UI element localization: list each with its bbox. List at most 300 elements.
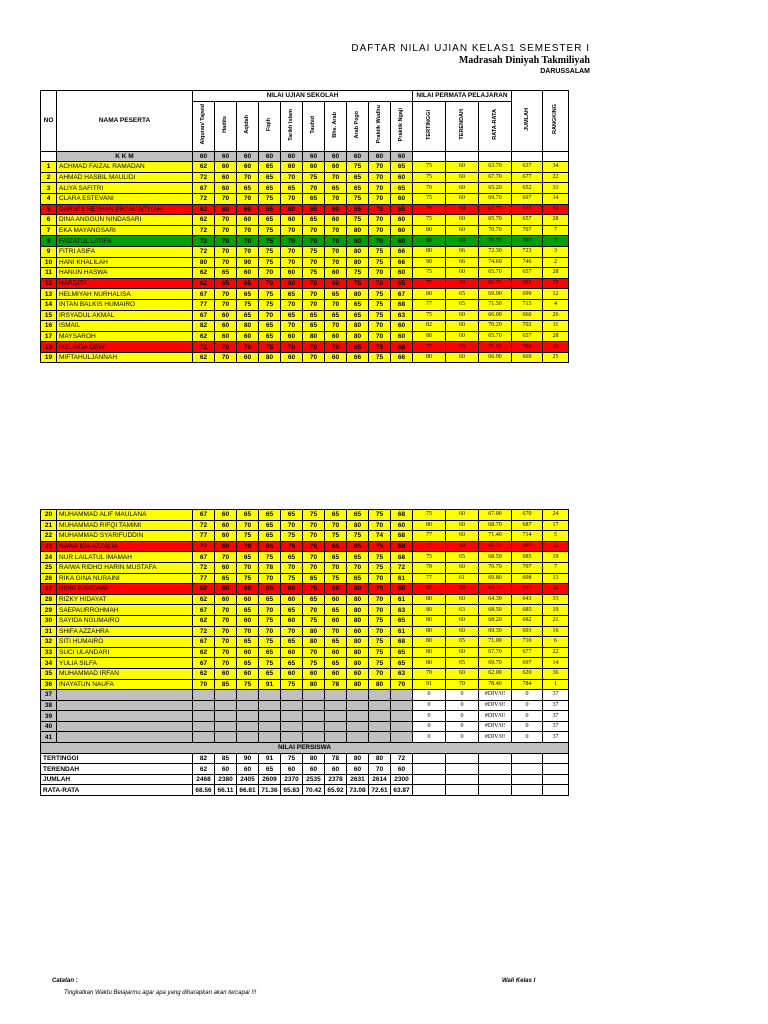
kkm-empty xyxy=(413,151,446,162)
score-cell: 70 xyxy=(281,541,303,552)
score-cell: 60 xyxy=(281,215,303,226)
score-cell: 62 xyxy=(193,584,215,595)
score-cell: 70 xyxy=(237,626,259,637)
kkm-value: 60 xyxy=(391,151,413,162)
table-row xyxy=(41,510,569,521)
summary-value: 63.87 xyxy=(391,785,413,796)
score-cell: 60 xyxy=(281,615,303,626)
notes-label: Catatan : xyxy=(52,978,78,984)
score-cell: 75 xyxy=(259,193,281,204)
score-cell xyxy=(369,690,391,701)
stat-cell: 11 xyxy=(543,321,569,332)
score-cell: 60 xyxy=(325,215,347,226)
score-cell: 70 xyxy=(215,605,237,616)
row-number: 10 xyxy=(41,257,57,268)
score-cell: 60 xyxy=(325,278,347,289)
stat-cell: 707 xyxy=(512,562,543,573)
row-number: 18 xyxy=(41,342,57,353)
score-cell: 65 xyxy=(259,668,281,679)
score-cell: 77 xyxy=(193,531,215,542)
summary-value: 2609 xyxy=(259,774,281,785)
score-cell: 70 xyxy=(325,520,347,531)
row-number: 40 xyxy=(41,721,57,732)
score-cell: 77 xyxy=(193,573,215,584)
stat-cell: 71.00 xyxy=(479,637,512,648)
score-cell: 65 xyxy=(259,520,281,531)
stat-cell: 60 xyxy=(446,352,479,363)
score-cell xyxy=(303,700,325,711)
score-cell: 72 xyxy=(193,626,215,637)
score-cell xyxy=(391,732,413,743)
table-row xyxy=(41,626,569,637)
stat-cell: 80 xyxy=(413,236,446,247)
table-row xyxy=(41,605,569,616)
score-cell: 74 xyxy=(369,531,391,542)
score-cell: 70 xyxy=(215,236,237,247)
stat-cell: 0 xyxy=(512,700,543,711)
score-cell xyxy=(193,732,215,743)
score-cell: 72 xyxy=(193,520,215,531)
stat-cell: 65.70 xyxy=(479,215,512,226)
stat-cell: 60 xyxy=(446,183,479,194)
summary-empty xyxy=(543,753,569,764)
stat-cell: 652 xyxy=(512,183,543,194)
score-cell: 70 xyxy=(281,520,303,531)
score-cell: 65 xyxy=(237,289,259,300)
score-cell: 72 xyxy=(193,193,215,204)
subject-header xyxy=(281,101,303,151)
stat-cell: 60 xyxy=(446,584,479,595)
stat-cell: 70.70 xyxy=(479,225,512,236)
subject-header xyxy=(369,101,391,151)
score-cell: 70 xyxy=(369,172,391,183)
table-row xyxy=(41,711,569,722)
stat-cell: #DIV/0! xyxy=(479,721,512,732)
score-cell: 70 xyxy=(369,520,391,531)
summary-empty xyxy=(543,774,569,785)
score-cell: 70 xyxy=(303,584,325,595)
table-row xyxy=(41,668,569,679)
stat-cell: 24 xyxy=(543,510,569,521)
score-cell: 70 xyxy=(325,193,347,204)
stat-cell: 77 xyxy=(413,541,446,552)
score-cell: 60 xyxy=(237,668,259,679)
subject-header xyxy=(237,101,259,151)
score-cell: 77 xyxy=(193,541,215,552)
score-cell: 62 xyxy=(193,615,215,626)
kkm-value: 60 xyxy=(237,151,259,162)
score-cell: 61 xyxy=(391,594,413,605)
score-cell: 65 xyxy=(259,215,281,226)
score-cell: 70 xyxy=(369,331,391,342)
score-cell: 63 xyxy=(391,605,413,616)
score-cell: 65 xyxy=(347,172,369,183)
table-row xyxy=(41,246,569,257)
score-cell: 60 xyxy=(215,668,237,679)
score-cell: 77 xyxy=(193,299,215,310)
stat-cell: 697 xyxy=(512,541,543,552)
stat-cell: 80 xyxy=(413,626,446,637)
stat-cell: 65 xyxy=(446,658,479,669)
student-name: SHIFA AZZAHRA xyxy=(57,626,193,637)
wali-kelas-label: Wali Kelas I xyxy=(502,978,536,984)
col-group-permata-header: NILAI PERMATA PELAJARAN xyxy=(413,91,512,102)
score-cell: 60 xyxy=(237,584,259,595)
stat-cell: 60 xyxy=(446,215,479,226)
score-cell xyxy=(347,700,369,711)
score-cell: 75 xyxy=(369,615,391,626)
kkm-value: 60 xyxy=(281,151,303,162)
score-cell: 65 xyxy=(303,310,325,321)
score-cell: 65 xyxy=(391,204,413,215)
score-cell xyxy=(215,690,237,701)
score-cell: 60 xyxy=(391,268,413,279)
subject-header-label: Fiqih xyxy=(266,118,272,132)
stat-cell: 657 xyxy=(512,268,543,279)
subject-header xyxy=(391,101,413,151)
score-cell: 70 xyxy=(303,257,325,268)
subject-header-label: Bhs. Arab xyxy=(332,111,338,138)
stat-cell: 75 xyxy=(413,278,446,289)
score-cell: 65 xyxy=(325,310,347,321)
score-cell: 67 xyxy=(193,552,215,563)
score-cell: 75 xyxy=(303,615,325,626)
score-cell xyxy=(369,721,391,732)
summary-value: 72.61 xyxy=(369,785,391,796)
kkm-empty xyxy=(512,151,543,162)
score-cell: 70 xyxy=(303,278,325,289)
score-cell: 60 xyxy=(281,352,303,363)
score-cell: 70 xyxy=(215,615,237,626)
score-cell: 72 xyxy=(193,246,215,257)
row-number: 28 xyxy=(41,594,57,605)
table-row xyxy=(41,204,569,215)
score-cell: 75 xyxy=(259,257,281,268)
stat-cell: 702 xyxy=(512,321,543,332)
score-cell: 60 xyxy=(391,172,413,183)
stat-cell: 80 xyxy=(413,289,446,300)
stat-cell: 66 xyxy=(446,246,479,257)
student-name: MIFTAHULJANNAH xyxy=(57,352,193,363)
summary-empty xyxy=(512,785,543,796)
row-number: 11 xyxy=(41,268,57,279)
summary-value: 60 xyxy=(325,764,347,775)
summary-label: TERTINGGI xyxy=(41,753,193,764)
stat-cell: 657 xyxy=(512,215,543,226)
score-cell: 70 xyxy=(237,172,259,183)
stat-cell: 25 xyxy=(543,352,569,363)
score-cell: 62 xyxy=(193,352,215,363)
score-cell: 70 xyxy=(281,257,303,268)
summary-empty xyxy=(479,785,512,796)
score-cell: 70 xyxy=(325,299,347,310)
score-cell: 60 xyxy=(215,310,237,321)
score-cell: 75 xyxy=(369,299,391,310)
summary-empty xyxy=(413,764,446,775)
score-cell xyxy=(193,711,215,722)
score-cell: 60 xyxy=(215,172,237,183)
score-cell: 65 xyxy=(347,552,369,563)
stat-cell: 60 xyxy=(446,668,479,679)
stat-cell: 0 xyxy=(413,700,446,711)
score-cell: 75 xyxy=(303,268,325,279)
row-number: 33 xyxy=(41,647,57,658)
score-cell xyxy=(281,700,303,711)
stat-cell: 685 xyxy=(512,552,543,563)
summary-value: 65 xyxy=(259,764,281,775)
score-cell: 67 xyxy=(193,605,215,616)
score-cell: 75 xyxy=(369,658,391,669)
stat-cell: 60 xyxy=(446,172,479,183)
score-cell: 70 xyxy=(369,321,391,332)
score-cell xyxy=(193,700,215,711)
summary-value: 91 xyxy=(259,753,281,764)
score-cell: 65 xyxy=(281,310,303,321)
table-row xyxy=(41,562,569,573)
stat-cell: 65 xyxy=(446,342,479,353)
stat-cell: 4 xyxy=(543,299,569,310)
score-cell: 70 xyxy=(369,236,391,247)
summary-value: 2405 xyxy=(237,774,259,785)
stat-cell: 75 xyxy=(413,172,446,183)
score-cell: 70 xyxy=(259,626,281,637)
score-cell: 70 xyxy=(303,647,325,658)
summary-value: 68.56 xyxy=(193,785,215,796)
score-cell: 80 xyxy=(347,594,369,605)
table-row xyxy=(41,520,569,531)
stat-cell: 70 xyxy=(446,679,479,690)
score-cell: 65 xyxy=(325,183,347,194)
stat-cell: 66.00 xyxy=(479,310,512,321)
stat-cell: 65.70 xyxy=(479,331,512,342)
score-cell: 70 xyxy=(237,236,259,247)
summary-empty xyxy=(446,785,479,796)
score-cell: 75 xyxy=(259,658,281,669)
stat-cell: 69.70 xyxy=(479,658,512,669)
score-cell: 60 xyxy=(391,236,413,247)
score-cell: 80 xyxy=(347,225,369,236)
stat-cell: 75 xyxy=(413,162,446,173)
score-cell: 60 xyxy=(325,268,347,279)
score-cell: 65 xyxy=(303,321,325,332)
summary-empty xyxy=(479,764,512,775)
score-cell: 70 xyxy=(281,172,303,183)
score-cell: 70 xyxy=(303,352,325,363)
score-cell: 60 xyxy=(391,321,413,332)
student-name xyxy=(57,721,193,732)
stat-cell: 687 xyxy=(512,520,543,531)
score-cell: 65 xyxy=(391,278,413,289)
score-cell: 65 xyxy=(303,204,325,215)
stat-cell: 6 xyxy=(543,637,569,648)
summary-header: NILAI PERSISWA xyxy=(41,743,569,754)
kkm-value: 60 xyxy=(347,151,369,162)
score-cell: 65 xyxy=(237,310,259,321)
stat-cell: 37 xyxy=(543,690,569,701)
score-cell: 75 xyxy=(237,299,259,310)
score-cell xyxy=(303,711,325,722)
stat-cell: 80 xyxy=(413,331,446,342)
row-number: 35 xyxy=(41,668,57,679)
score-cell: 60 xyxy=(325,668,347,679)
score-cell: 65 xyxy=(281,289,303,300)
score-cell: 75 xyxy=(259,615,281,626)
score-cell xyxy=(325,700,347,711)
stat-cell: 60 xyxy=(446,268,479,279)
row-number: 25 xyxy=(41,562,57,573)
score-cell: 70 xyxy=(215,658,237,669)
stat-cell: 0 xyxy=(446,690,479,701)
score-cell: 68 xyxy=(391,299,413,310)
score-cell: 70 xyxy=(215,289,237,300)
score-cell: 75 xyxy=(369,257,391,268)
summary-value: 65.92 xyxy=(325,785,347,796)
subject-header-label: Tarikh Islam xyxy=(288,108,294,141)
stat-cell: 710 xyxy=(512,637,543,648)
score-cell xyxy=(369,700,391,711)
stat-cell: 16 xyxy=(543,626,569,637)
score-cell xyxy=(237,700,259,711)
summary-empty xyxy=(446,764,479,775)
score-cell: 62 xyxy=(193,647,215,658)
score-cell: 70 xyxy=(369,183,391,194)
score-cell: 75 xyxy=(303,172,325,183)
score-cell xyxy=(215,700,237,711)
student-name: RIZKY HIDAYAT xyxy=(57,594,193,605)
stat-cell: 12 xyxy=(543,289,569,300)
stat-cell: 63.70 xyxy=(479,204,512,215)
col-group-exam-header: NILAI UJIAN SEKOLAH xyxy=(193,91,413,102)
stat-cell: 68.20 xyxy=(479,615,512,626)
stat-cell: 69.70 xyxy=(479,541,512,552)
stat-cell: 13 xyxy=(543,573,569,584)
stat-cell: 70 xyxy=(413,183,446,194)
table-row xyxy=(41,637,569,648)
score-cell: 60 xyxy=(281,594,303,605)
student-name: SUCI ULANDARI xyxy=(57,647,193,658)
score-cell: 70 xyxy=(369,215,391,226)
score-cell xyxy=(347,732,369,743)
stat-cell: 7 xyxy=(543,562,569,573)
score-cell xyxy=(215,711,237,722)
kkm-empty xyxy=(446,151,479,162)
student-name: YULIA SILFA xyxy=(57,658,193,669)
stat-cell: 746 xyxy=(512,257,543,268)
score-cell xyxy=(303,721,325,732)
score-cell: 75 xyxy=(369,342,391,353)
kkm-empty xyxy=(479,151,512,162)
score-cell: 80 xyxy=(347,637,369,648)
score-cell xyxy=(259,690,281,701)
score-cell xyxy=(215,721,237,732)
student-name: MUHAMMAD SYARIFUDDIN xyxy=(57,531,193,542)
stat-cell: #DIV/0! xyxy=(479,711,512,722)
row-number: 1 xyxy=(41,162,57,173)
score-cell: 65 xyxy=(281,510,303,521)
subject-header-label: Praktik Wudhu xyxy=(376,105,382,144)
col-name-header: NAMA PESERTA xyxy=(57,91,193,152)
table-row xyxy=(41,679,569,690)
student-name: SITI HUMAIRO xyxy=(57,637,193,648)
score-cell: 60 xyxy=(237,215,259,226)
subject-header-label: Praktik Ngaji xyxy=(398,107,404,142)
table-row xyxy=(41,594,569,605)
score-cell: 72 xyxy=(391,562,413,573)
table-row xyxy=(41,215,569,226)
stat-cell: 714 xyxy=(512,531,543,542)
score-cell: 67 xyxy=(193,310,215,321)
stat-cell: 0 xyxy=(413,690,446,701)
score-cell: 67 xyxy=(193,510,215,521)
student-name: RISKI RAMDANI xyxy=(57,584,193,595)
stat-cell: 14 xyxy=(543,193,569,204)
score-cell: 72 xyxy=(193,225,215,236)
score-cell: 70 xyxy=(237,225,259,236)
score-cell: 70 xyxy=(281,562,303,573)
row-number: 16 xyxy=(41,321,57,332)
student-name: INTAN BALKIS HUMAIRO xyxy=(57,299,193,310)
summary-value: 2631 xyxy=(347,774,369,785)
score-cell: 65 xyxy=(281,552,303,563)
score-cell: 70 xyxy=(237,193,259,204)
stat-cell: 0 xyxy=(512,732,543,743)
score-cell: 65 xyxy=(237,605,259,616)
kkm-value: 60 xyxy=(215,151,237,162)
stat-cell: 620 xyxy=(512,668,543,679)
score-cell: 85 xyxy=(215,679,237,690)
summary-value: 71.36 xyxy=(259,785,281,796)
summary-empty xyxy=(512,774,543,785)
stat-cell: 63 xyxy=(446,605,479,616)
summary-value: 73.08 xyxy=(347,785,369,796)
row-number: 27 xyxy=(41,584,57,595)
table-row xyxy=(41,236,569,247)
summary-value: 60 xyxy=(347,764,369,775)
score-cell: 80 xyxy=(347,331,369,342)
table-row xyxy=(41,299,569,310)
stat-cell: 78.40 xyxy=(479,679,512,690)
score-cell: 67 xyxy=(193,183,215,194)
stat-cell: 0 xyxy=(446,700,479,711)
score-cell: 70 xyxy=(281,299,303,310)
score-cell: 70 xyxy=(237,541,259,552)
score-cell: 72 xyxy=(193,562,215,573)
score-cell: 65 xyxy=(259,321,281,332)
score-cell xyxy=(347,690,369,701)
summary-value: 2380 xyxy=(215,774,237,785)
score-cell: 80 xyxy=(347,584,369,595)
stat-header-label: RATA-RATA xyxy=(491,109,498,140)
stat-cell: 75 xyxy=(413,552,446,563)
stat-cell: 80 xyxy=(413,615,446,626)
stat-cell: 66.90 xyxy=(479,352,512,363)
score-cell: 68 xyxy=(391,531,413,542)
score-cell: 78 xyxy=(325,679,347,690)
stat-cell: 699 xyxy=(512,289,543,300)
row-number: 2 xyxy=(41,172,57,183)
summary-empty xyxy=(446,774,479,785)
score-cell: 90 xyxy=(237,257,259,268)
school-location: DARUSSALAM xyxy=(540,68,590,75)
summary-value: 66.11 xyxy=(215,785,237,796)
student-name: HANUN HASWA xyxy=(57,268,193,279)
score-cell: 70 xyxy=(369,668,391,679)
stat-cell: 64.30 xyxy=(479,594,512,605)
score-cell: 75 xyxy=(237,531,259,542)
subject-header xyxy=(303,101,325,151)
subject-header-label: Tauhid xyxy=(310,115,316,134)
summary-value: 60 xyxy=(303,764,325,775)
